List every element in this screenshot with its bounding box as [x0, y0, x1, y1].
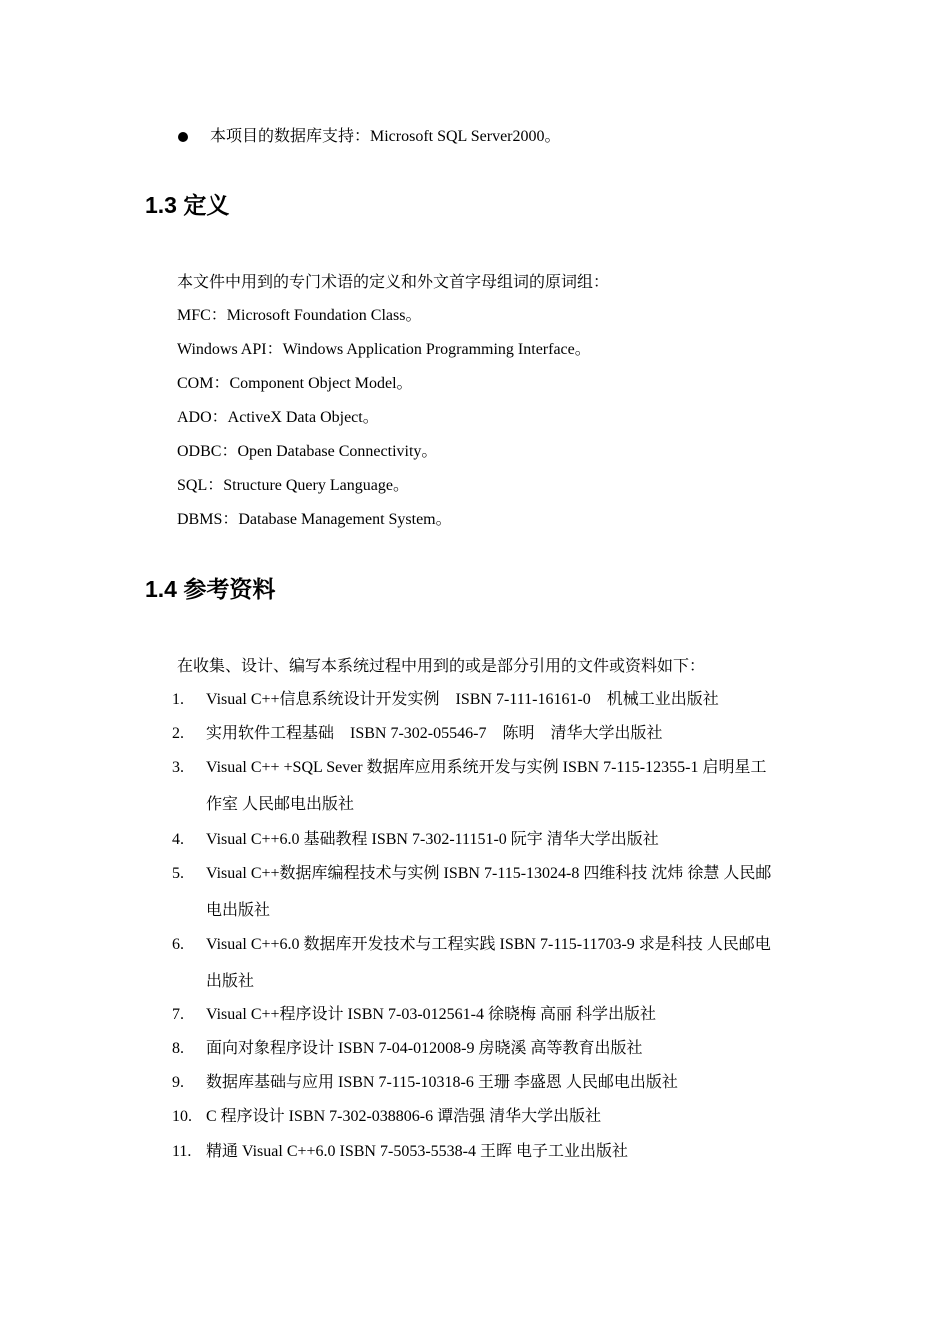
reference-text-continued: 作室 人民邮电出版社	[206, 796, 355, 813]
reference-text: 数据库基础与应用 ISBN 7-115-10318-6 王珊 李盛恩 人民邮电出版社	[206, 1074, 678, 1091]
reference-number: 11.	[172, 1143, 192, 1160]
reference-text: 精通 Visual C++6.0 ISBN 7-5053-5538-4 王晖 电子工业出版社	[206, 1143, 628, 1160]
definition-term: DBMS：Database Management System。	[177, 511, 452, 528]
definition-term: COM：Component Object Model。	[177, 375, 413, 392]
references-heading: 1.4 参考资料	[145, 576, 276, 602]
reference-text: Visual C++6.0 基础教程 ISBN 7-302-11151-0 阮宇 清华大学出版社	[206, 831, 659, 848]
reference-text: C 程序设计 ISBN 7-302-038806-6 谭浩强 清华大学出版社	[206, 1108, 602, 1125]
reference-number: 4.	[172, 831, 184, 848]
bullet-dot-icon	[178, 132, 188, 142]
reference-number: 9.	[172, 1074, 184, 1091]
reference-number: 7.	[172, 1006, 184, 1023]
reference-text: Visual C++程序设计 ISBN 7-03-012561-4 徐晓梅 高丽 科学出版社	[206, 1006, 656, 1023]
definitions-intro: 本文件中用到的专门术语的定义和外文首字母组词的原词组：	[177, 274, 610, 291]
reference-text: Visual C++数据库编程技术与实例 ISBN 7-115-13024-8 四维科技 沈炜 徐慧 人民邮	[206, 865, 772, 882]
reference-number: 8.	[172, 1040, 184, 1057]
definitions-heading: 1.3 定义	[145, 192, 230, 218]
reference-number: 3.	[172, 759, 184, 776]
reference-text: Visual C++ +SQL Sever 数据库应用系统开发与实例 ISBN 7-115-12355-1 启明星工	[206, 759, 767, 776]
reference-text: Visual C++6.0 数据库开发技术与工程实践 ISBN 7-115-11703-9 求是科技 人民邮电	[206, 936, 771, 953]
reference-text: 实用软件工程基础 ISBN 7-302-05546-7 陈明 清华大学出版社	[206, 725, 663, 742]
reference-number: 1.	[172, 691, 184, 708]
definition-term: ADO：ActiveX Data Object。	[177, 409, 379, 426]
reference-number: 2.	[172, 725, 184, 742]
definition-term: MFC：Microsoft Foundation Class。	[177, 307, 422, 324]
reference-number: 10.	[172, 1108, 192, 1125]
references-intro: 在收集、设计、编写本系统过程中用到的或是部分引用的文件或资料如下：	[177, 658, 706, 675]
reference-text: 面向对象程序设计 ISBN 7-04-012008-9 房晓溪 高等教育出版社	[206, 1040, 643, 1057]
scope-bullet-text: 本项目的数据库支持：Microsoft SQL Server2000。	[210, 128, 561, 145]
definition-term: ODBC：Open Database Connectivity。	[177, 443, 438, 460]
reference-text-continued: 出版社	[206, 973, 255, 990]
reference-text-continued: 电出版社	[206, 902, 271, 919]
definition-term: Windows API：Windows Application Programming Interface。	[177, 341, 591, 358]
definition-term: SQL：Structure Query Language。	[177, 477, 409, 494]
reference-number: 5.	[172, 865, 184, 882]
reference-text: Visual C++信息系统设计开发实例 ISBN 7-111-16161-0 机械工业出版社	[206, 691, 719, 708]
scope-bullet-item	[178, 126, 561, 148]
reference-number: 6.	[172, 936, 184, 953]
